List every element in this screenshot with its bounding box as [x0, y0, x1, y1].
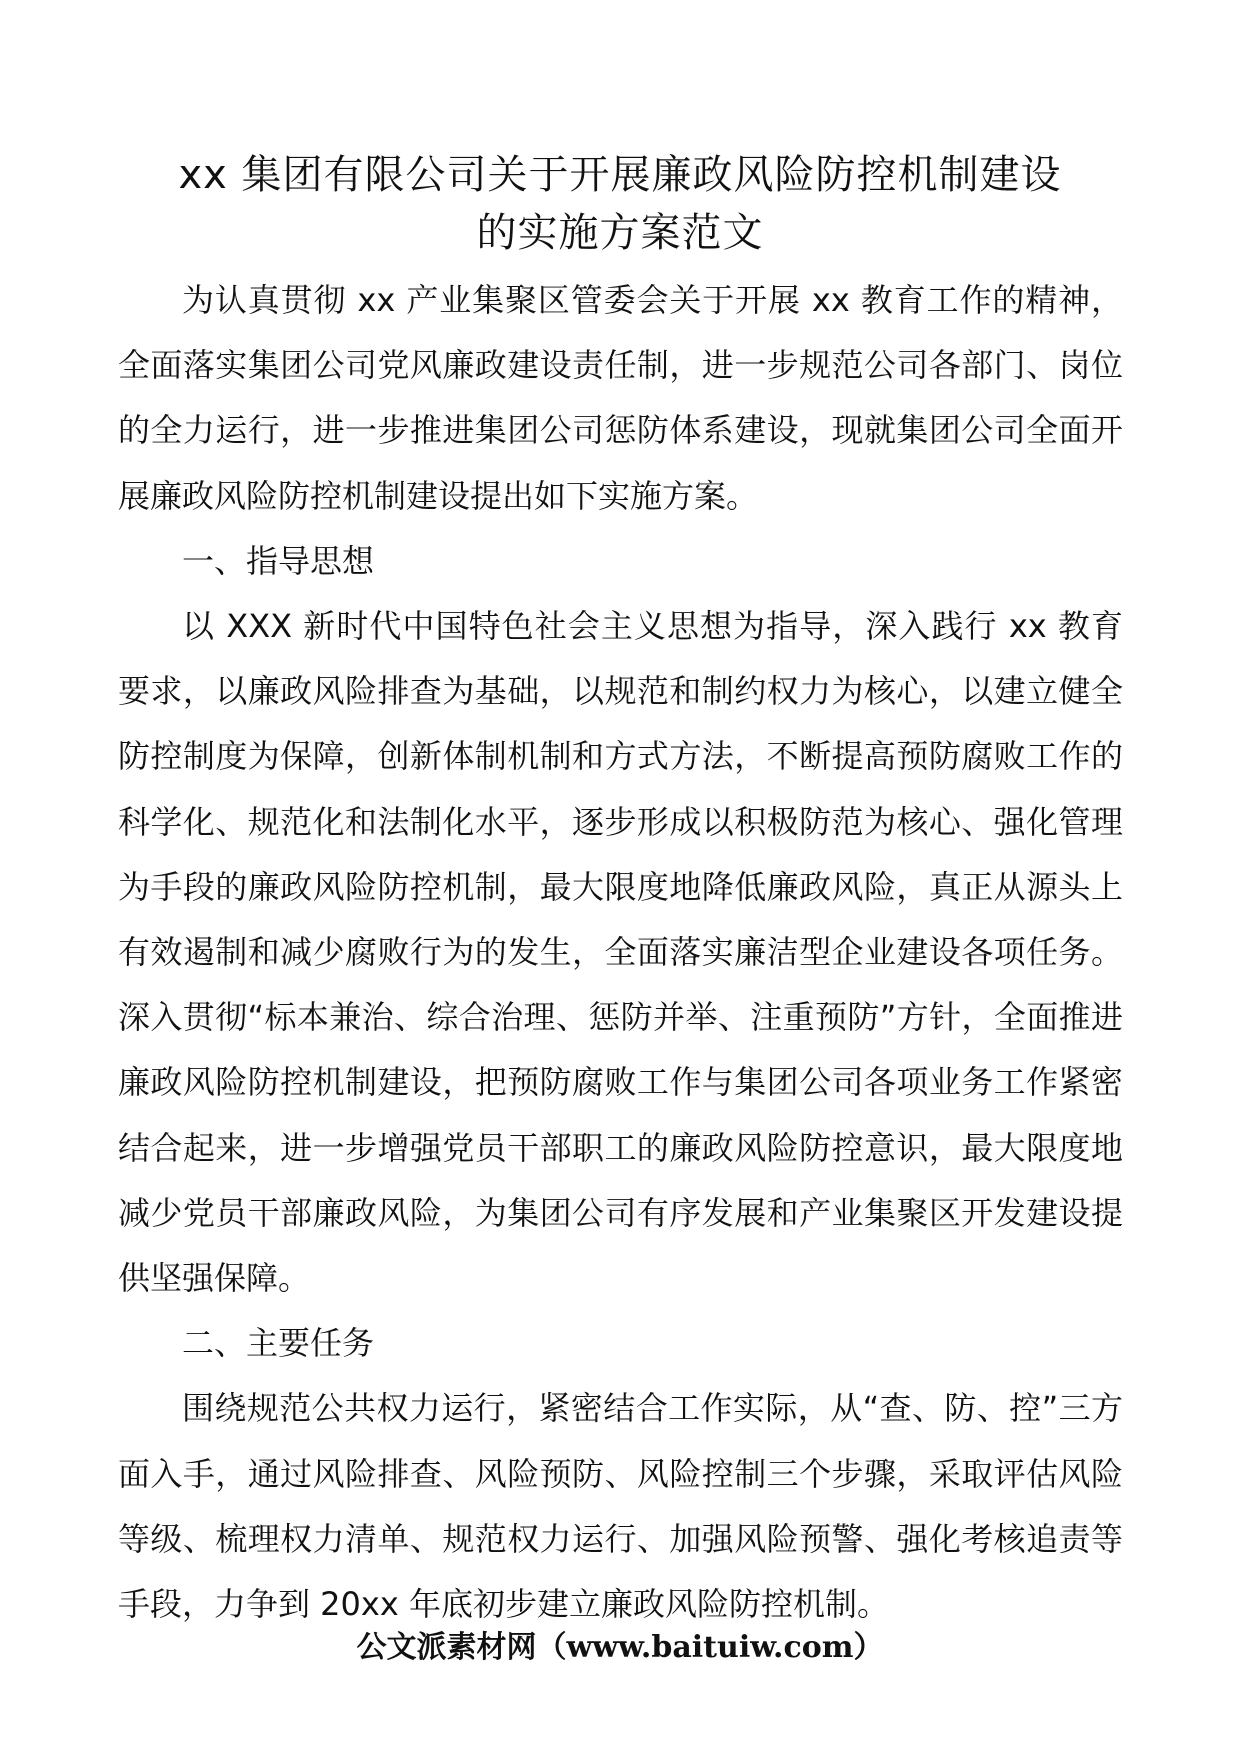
watermark-footer: 公文派素材网（www.baituiw.com）: [356, 1630, 884, 1665]
intro-paragraph: 为认真贯彻 xx 产业集聚区管委会关于开展 xx 教育工作的精神，全面落实集团公司党风廉政建设责任制，进一步规范公司各部门、岗位的全力运行，进一步推进集团公司惩防体系建设，现就集团公司全面开展廉政风险防控机制建设提出如下实施方案。: [118, 281, 1123, 515]
document-title: [100, 146, 1140, 262]
guiding-ideology-paragraph: 以 XXX 新时代中国特色社会主义思想为指导，深入践行 xx 教育要求，以廉政风险排查为基础，以规范和制约权力为核心，以建立健全防控制度为保障，创新体制机制和方式方法，不断提高预防腐败工作的科学化、规范化和法制化水平，逐步形成以积极防范为核心、强化管理为手段的廉政风险防控机制，最大限度地降低廉政风险，真正从源头上有效遏制和减少腐败行为的发生，全面落实廉洁型企业建设各项任务。深入贯彻“标本兼治、综合治理、惩防并举、注重预防”方针，全面推进廉政风险防控机制建设，把预防腐败工作与集团公司各项业务工作紧密结合起来，进一步增强党员干部职工的廉政风险防控意识，最大限度地减少党员干部廉政风险，为集团公司有序发展和产业集聚区开发建设提供坚强保障。: [118, 607, 1123, 1298]
title-line-1: xx 集团有限公司关于开展廉政风险防控机制建设: [178, 152, 1062, 198]
main-tasks-paragraph: 围绕规范公共权力运行，紧密结合工作实际，从“查、防、控”三方面入手，通过风险排查、风险预防、风险控制三个步骤，采取评估风险等级、梳理权力清单、规范权力运行、加强风险预警、强化考核追责等手段，力争到 20xx 年底初步建立廉政风险防控机制。: [118, 1389, 1123, 1624]
document-body: [118, 268, 1123, 1637]
section-heading-guiding-ideology: 一、指导思想: [182, 541, 375, 580]
title-line-2: 的实施方案范文: [476, 210, 764, 256]
section-heading-main-tasks: 二、主要任务: [182, 1324, 375, 1363]
